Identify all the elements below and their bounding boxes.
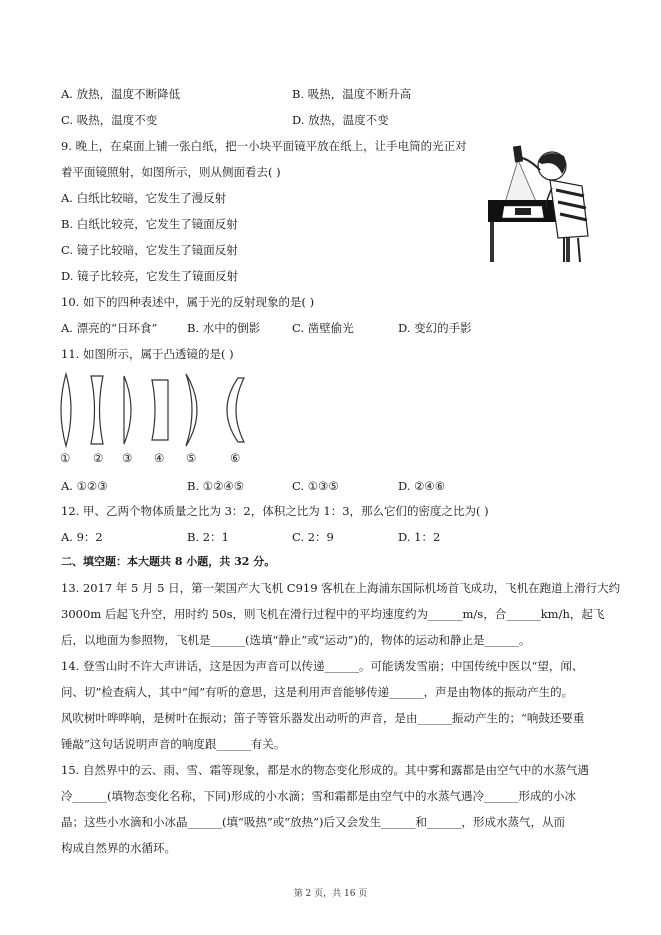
q11-option-c: C. ①③⑤ <box>292 479 339 493</box>
q13-line3: 后，以地面为参照物，飞机是______(选填“静止”或“运动”)的，物体的运动和静止是______。 <box>61 633 531 647</box>
q11-option-a: A. ①②③ <box>61 479 108 493</box>
q11-stem: 11. 如图所示，属于凸透镜的是( ) <box>61 347 234 361</box>
q14-line2: 问、切”检查病人，其中“闻”有听的意思，这是利用声音能够传递______，声是由物体的振动产生的。 <box>61 685 574 699</box>
q9-option-d: D. 镜子比较亮，它发生了镜面反射 <box>61 269 239 283</box>
q14-line3: 风吹树叶哗哗响，是树叶在振动；笛子等管乐器发出动听的声音，是由______振动产生的；“响鼓还要重 <box>61 711 585 725</box>
q12-option-a: A. 9：2 <box>61 530 103 544</box>
q14-line1: 14. 登雪山时不许大声讲话，这是因为声音可以传递______。可能诱发雪崩；中国传统中医以“望，闻、 <box>61 659 584 673</box>
q9-stem-line1: 9. 晚上，在桌面上铺一张白纸，把一小块平面镜平放在纸上，让手电筒的光正对 <box>61 139 467 153</box>
lens-label-5: ⑤ <box>186 451 197 465</box>
q9-option-c: C. 镜子比较暗，它发生了镜面反射 <box>61 243 238 257</box>
q15-line4: 构成自然界的水循环。 <box>61 841 176 855</box>
q10-option-c: C. 凿壁偷光 <box>292 321 354 335</box>
q9-stem-line2: 着平面镜照射，如图所示，则从侧面看去( ) <box>61 165 281 179</box>
lens-label-3: ③ <box>122 451 133 465</box>
q15-line1: 15. 自然界中的云、雨、雪、霜等现象，都是水的物态变化形成的。其中雾和露都是由空气中的水蒸气遇 <box>61 763 589 777</box>
q12-option-c: C. 2：9 <box>292 530 334 544</box>
q11-option-b: B. ①②④⑤ <box>187 479 245 493</box>
q15-line2: 冷______(填物态变化名称，下同)形成的小水滴；雪和霜都是由空气中的水蒸气遇冷______形成的小冰 <box>61 789 576 803</box>
q9-option-a: A. 白纸比较暗，它发生了漫反射 <box>61 191 227 205</box>
q10-option-a: A. 漂亮的“日环食” <box>61 321 158 335</box>
q11-option-d: D. ②④⑥ <box>398 479 446 493</box>
q8-option-c: C. 吸热，温度不变 <box>61 113 158 127</box>
q12-option-b: B. 2：1 <box>187 530 229 544</box>
q14-line4: 锤敲”这句话说明声音的响度跟______有关。 <box>61 737 286 751</box>
q15-line3: 晶；这些小水滴和小冰晶______(填“吸热”或“放热”)后又会发生______和______，形成水蒸气，从而 <box>61 815 565 829</box>
q12-option-d: D. 1：2 <box>398 530 441 544</box>
lens-2-biconcave <box>91 376 103 444</box>
q8-option-b: B. 吸热，温度不断升高 <box>292 87 412 101</box>
q13-line2: 3000m 后起飞升空，用时约 50s，则飞机在滑行过程中的平均速度约为______m/s，合______km/h，起飞 <box>61 607 605 621</box>
lens-3-plano-convex <box>124 376 131 444</box>
q13-line1: 13. 2017 年 5 月 5 日，第一架国产大飞机 C919 客机在上海浦东国际机场首飞成功，飞机在跑道上滑行大约 <box>61 581 621 595</box>
lens-1-biconvex <box>61 374 71 446</box>
q10-option-d: D. 变幻的手影 <box>398 321 472 335</box>
lens-label-4: ④ <box>154 451 165 465</box>
lens-label-6: ⑥ <box>230 451 241 465</box>
q10-stem: 10. 如下的四种表述中，属于光的反射现象的是( ) <box>61 295 315 309</box>
q8-option-a: A. 放热，温度不断降低 <box>61 87 181 101</box>
lens-label-2: ② <box>93 451 104 465</box>
lens-4-plano-concave <box>152 380 168 440</box>
lens-figure <box>58 370 248 450</box>
lens-label-1: ① <box>60 451 71 465</box>
section-heading: 二、填空题：本大题共 8 小题，共 32 分。 <box>61 555 276 568</box>
q8-option-d: D. 放热，温度不变 <box>292 113 389 127</box>
q12-stem: 12. 甲、乙两个物体质量之比为 3：2，体积之比为 1：3，那么它们的密度之比为( ) <box>61 504 489 518</box>
lens-5-convex-meniscus <box>186 374 197 446</box>
lens-6-concave-meniscus <box>227 378 244 442</box>
page-footer: 第 2 页，共 16 页 <box>293 889 368 899</box>
flashlight-mirror-figure <box>486 140 606 265</box>
q10-option-b: B. 水中的倒影 <box>187 321 261 335</box>
q9-option-b: B. 白纸比较亮，它发生了镜面反射 <box>61 217 238 231</box>
